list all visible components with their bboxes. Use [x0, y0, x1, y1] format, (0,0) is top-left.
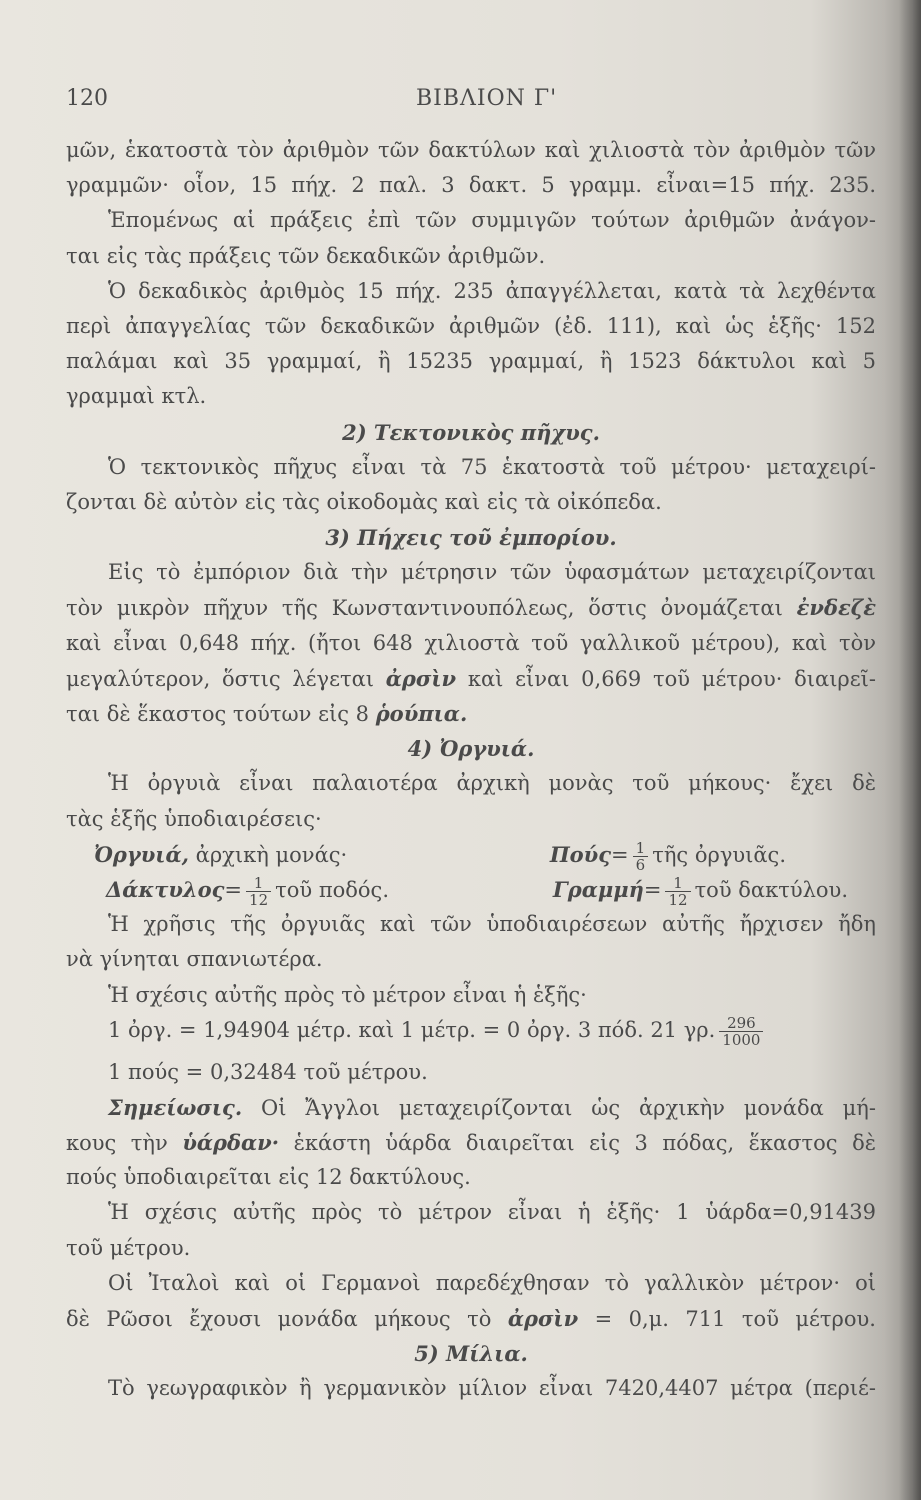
note-label: Σημείωσις. — [108, 1094, 243, 1120]
page-body — [66, 133, 876, 1407]
fraction-one-twelfth-b: $\frac{1}{12}$ — [665, 875, 690, 908]
text-line: Ὁ τεκτονικὸς πῆχυς εἶναι τὰ 75 ἑκατοστὰ τοῦ μέτρου· μεταχειρί- — [108, 454, 876, 479]
text-line: μῶν, ἑκατοστὰ τὸν ἀριθμὸν τῶν δακτύλων καὶ χιλιοστὰ τὸν ἀριθμὸν τῶν — [66, 138, 876, 162]
text-line: δὲ Ρῶσοι ἔχουσι μονάδα μήκους τὸ ἀρσὶν = 0,μ. 711 τοῦ μέτρου. — [66, 1306, 876, 1331]
term-roupia: ῥούπια. — [375, 701, 468, 726]
text-line: τοῦ μέτρου. — [66, 1235, 191, 1260]
text-line: Ἑπομένως αἱ πράξεις ἐπὶ τῶν συμμιγῶν τούτων ἀριθμῶν ἀνάγον- — [108, 208, 876, 233]
text-line: ται εἰς τὰς πράξεις τῶν δεκαδικῶν ἀριθμῶν. — [66, 243, 546, 268]
text-line: γραμμῶν· οἷον, 15 πήχ. 2 παλ. 3 δακτ. 5 γραμμ. εἶναι=15 πήχ. 235. — [66, 173, 876, 198]
text-line: γραμμαὶ κτλ. — [66, 384, 207, 409]
unit-row-1: Ὀργυιά, ἀρχικὴ μονάς· Πούς= $\frac{1}{6}$ τῆς ὀργυιᾶς. — [94, 838, 786, 874]
text-line: Ἡ σχέσις αὐτῆς πρὸς τὸ μέτρον εἶναι ἡ ἑξῆς· — [108, 982, 587, 1007]
text-line: καὶ εἶναι 0,648 πήχ. (ἤτοι 648 χιλιοστὰ τοῦ γαλλικοῦ μέτρου), καὶ τὸν — [66, 630, 876, 655]
text-line: παλάμαι καὶ 35 γραμμαί, ἢ 15235 γραμμαί, ἢ 1523 δάκτυλοι καὶ 5 — [66, 349, 876, 374]
unit-orgyia: Ὀργυιά, — [94, 841, 189, 867]
text-line: Τὸ γεωγραφικὸν ἢ γερμανικὸν μίλιον εἶναι 7420,4407 μέτρα (περιέ- — [108, 1376, 876, 1401]
term-arsin: ἀρσὶν — [385, 665, 457, 691]
text-line: νὰ γίνηται σπανιωτέρα. — [66, 947, 323, 972]
text-line: Ὁ δεκαδικὸς ἀριθμὸς 15 πήχ. 235 ἀπαγγέλλεται, κατὰ τὰ λεχθέντα — [108, 278, 876, 303]
page-number: 120 — [66, 86, 108, 111]
section-heading-orgyia: 4) Ὀργυιά. — [407, 736, 535, 762]
page-header — [66, 86, 866, 116]
section-heading-tektonikos: 2) Τεκτονικὸς πῆχυς. — [342, 419, 600, 445]
term-yarda: ὑάρδαν· — [182, 1130, 280, 1156]
section-heading-pecheis: 3) Πήχεις τοῦ ἐμπορίου. — [325, 525, 617, 551]
conversion-line-pous: 1 πούς = 0,32484 τοῦ μέτρου. — [108, 1059, 428, 1084]
page-edge-shadow — [899, 0, 921, 1500]
section-heading-milia: 5) Μίλια. — [414, 1341, 528, 1367]
unit-row-2: Δάκτυλος= $\frac{1}{12}$ τοῦ ποδός. Γραμμή= $\frac{1}{12}$ τοῦ δακτύλου. — [106, 873, 848, 909]
text-line: ζονται δὲ αὐτὸν εἰς τὰς οἰκοδομὰς καὶ εἰς τὰ οἰκόπεδα. — [66, 489, 662, 514]
text-line: τὰς ἑξῆς ὑποδιαιρέσεις· — [66, 806, 322, 831]
text-line: ται δὲ ἕκαστος τούτων εἰς 8 ῥούπια. — [66, 701, 468, 726]
unit-pous: Πούς — [549, 841, 612, 867]
text-line: Εἰς τὸ ἐμπόριον διὰ τὴν μέτρησιν τῶν ὑφασμάτων μεταχειρίζονται — [108, 560, 876, 585]
text-line: Ἡ χρῆσις τῆς ὀργυιᾶς καὶ τῶν ὑποδιαιρέσεων αὐτῆς ἤρχισεν ἤδη — [108, 912, 876, 937]
fraction-one-sixth: $\frac{1}{6}$ — [633, 840, 649, 873]
text-line: Σημείωσις. Οἱ Ἄγγλοι μεταχειρίζονται ὡς ἀρχικὴν μονάδα μή- — [108, 1094, 876, 1120]
fraction-one-twelfth: $\frac{1}{12}$ — [246, 875, 271, 908]
text-line: Ἡ σχέσις αὐτῆς πρὸς τὸ μέτρον εἶναι ἡ ἑξῆς· 1 ὑάρδα=0,91439 — [108, 1200, 876, 1225]
text-line: Οἱ Ἰταλοὶ καὶ οἱ Γερμανοὶ παρεδέχθησαν τὸ γαλλικὸν μέτρον· οἱ — [108, 1270, 876, 1295]
text-line: περὶ ἀπαγγελίας τῶν δεκαδικῶν ἀριθμῶν (ἐδ. 111), καὶ ὡς ἑξῆς· 152 — [66, 313, 876, 338]
term-endeze: ἐνδεζὲ — [796, 595, 876, 621]
fraction-296-1000: $\frac{296}{1000}$ — [719, 1015, 763, 1048]
unit-grammi: Γραμμή — [552, 876, 644, 902]
term-arsin-2: ἀρσὶν — [507, 1306, 579, 1331]
conversion-line-orgyia: 1 ὀργ. = 1,94904 μέτρ. καὶ 1 μέτρ. = 0 ὀργ. 3 πόδ. 21 γρ. $\frac{296}{1000}$ — [66, 1013, 876, 1055]
text-line: Ἡ ὀργυιὰ εἶναι παλαιοτέρα ἀρχικὴ μονὰς τοῦ μήκους· ἔχει δὲ — [108, 771, 876, 796]
unit-daktylos: Δάκτυλος — [106, 876, 225, 902]
text-line: κους τὴν ὑάρδαν· ἑκάστη ὑάρδα διαιρεῖται εἰς 3 πόδας, ἕκαστος δὲ — [66, 1130, 877, 1156]
text-line: πούς ὑποδιαιρεῖται εἰς 12 δακτύλους. — [66, 1165, 471, 1190]
text-line: τὸν μικρὸν πῆχυν τῆς Κωνσταντινουπόλεως, ὅστις ὀνομάζεται ἐνδεζὲ — [66, 595, 876, 621]
running-title: ΒΙΒΛΙΟΝ Γ' — [416, 86, 558, 111]
text-line: μεγαλύτερον, ὅστις λέγεται ἀρσὶν καὶ εἶναι 0,669 τοῦ μέτρου· διαιρεῖ- — [66, 665, 876, 691]
